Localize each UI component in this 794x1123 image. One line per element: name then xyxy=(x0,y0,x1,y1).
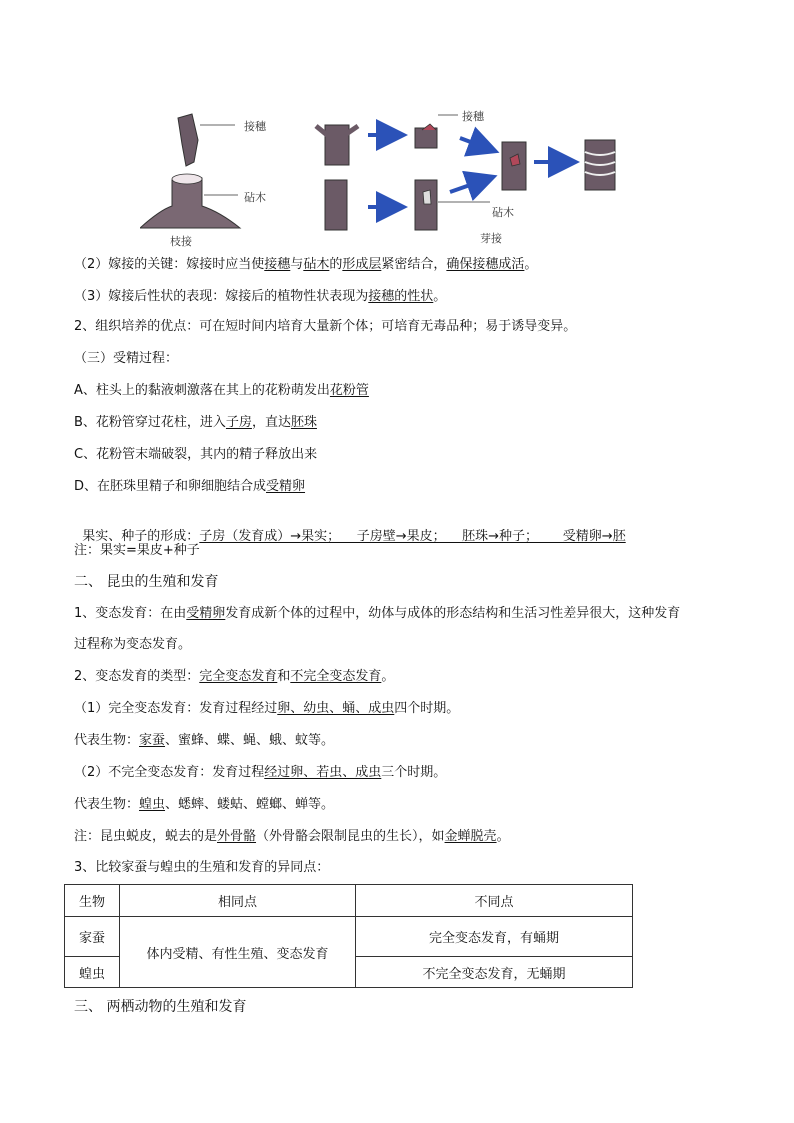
fertilization-step-d: D、在胚珠里精子和卵细胞结合成受精卵 xyxy=(74,479,306,494)
bud-graft-top-row xyxy=(316,115,615,190)
label-stock-right: 砧木 xyxy=(492,206,514,219)
tissue-culture-paragraph: 2、组织培养的优点：可在短时间内培育大量新个体；可培育无毒品种；易于诱导变异。 xyxy=(74,319,577,334)
grafting-trait-paragraph: （3）嫁接后性状的表现：嫁接后的植物性状表现为接穗的性状。 xyxy=(74,289,447,304)
similarities-cell: 体内受精、有性生殖、变态发育 xyxy=(120,917,356,988)
label-stock-left: 砧木 xyxy=(244,191,266,204)
header-organism: 生物 xyxy=(65,885,120,917)
organism-silkworm: 家蚕 xyxy=(65,917,120,957)
grafting-key-paragraph: （2）嫁接的关键：嫁接时应当使接穗与砧木的形成层紧密结合，确保接穗成活。 xyxy=(74,257,538,272)
complete-examples: 代表生物：家蚕、蜜蜂、蝶、蝇、蛾、蚊等。 xyxy=(74,733,335,748)
molting-note: 注：昆虫蜕皮，蜕去的是外骨骼（外骨骼会限制昆虫的生长），如金蝉脱壳。 xyxy=(74,829,510,844)
incomplete-examples: 代表生物：蝗虫、蟋蟀、蝼蛄、螳螂、蝉等。 xyxy=(74,797,335,812)
header-similarities: 相同点 xyxy=(120,885,356,917)
comparison-intro: 3、比较家蚕与蝗虫的生殖和发育的异同点： xyxy=(74,860,330,875)
complete-metamorphosis: （1）完全变态发育：发育过程经过卵、幼虫、蛹、成虫四个时期。 xyxy=(74,701,460,716)
caption-bud-graft: 芽接 xyxy=(480,232,502,245)
branch-graft-stock xyxy=(140,174,240,228)
grafting-figure xyxy=(140,100,660,250)
label-scion-right: 接穗 xyxy=(462,110,484,123)
section-heading-amphibians: 三、 两栖动物的生殖和发育 xyxy=(74,999,247,1015)
table-row xyxy=(65,917,633,957)
fertilization-heading: （三）受精过程： xyxy=(74,351,179,366)
fruit-note: 注：果实=果皮+种子 xyxy=(74,543,200,558)
metamorphosis-definition-line1: 1、变态发育：在由受精卵发育成新个体的过程中，幼体与成体的形态结构和生活习性差异很大，这种发育 xyxy=(74,606,681,621)
metamorphosis-definition-line2: 过程称为变态发育。 xyxy=(74,637,192,652)
branch-graft-scion xyxy=(178,114,235,166)
caption-branch-graft: 枝接 xyxy=(170,235,192,248)
fertilization-step-a: A、柱头上的黏液刺激落在其上的花粉萌发出花粉管 xyxy=(74,383,369,398)
incomplete-metamorphosis: （2）不完全变态发育：发育过程经过卵、若虫、成虫三个时期。 xyxy=(74,765,447,780)
label-scion-left: 接穗 xyxy=(244,120,266,133)
difference-locust: 不完全变态发育，无蛹期 xyxy=(356,957,633,988)
fruit-seed-formation: 果实、种子的形成：子房（发育成）→果实； 子房壁→果皮； 胚珠→种子； 受精卵→胚 xyxy=(82,529,626,544)
table-header-row xyxy=(65,885,633,917)
section-heading-insects: 二、 昆虫的生殖和发育 xyxy=(74,574,219,590)
bud-graft-bottom-row xyxy=(325,178,490,230)
organism-locust: 蝗虫 xyxy=(65,957,120,988)
comparison-table xyxy=(64,884,633,988)
metamorphosis-types: 2、变态发育的类型：完全变态发育和不完全变态发育。 xyxy=(74,669,395,684)
header-differences: 不同点 xyxy=(356,885,633,917)
fertilization-step-b: B、花粉管穿过花柱，进入子房，直达胚珠 xyxy=(74,415,317,430)
difference-silkworm: 完全变态发育，有蛹期 xyxy=(356,917,633,957)
fertilization-step-c: C、花粉管末端破裂，其内的精子释放出来 xyxy=(74,447,318,462)
grafting-illustration xyxy=(140,100,660,250)
